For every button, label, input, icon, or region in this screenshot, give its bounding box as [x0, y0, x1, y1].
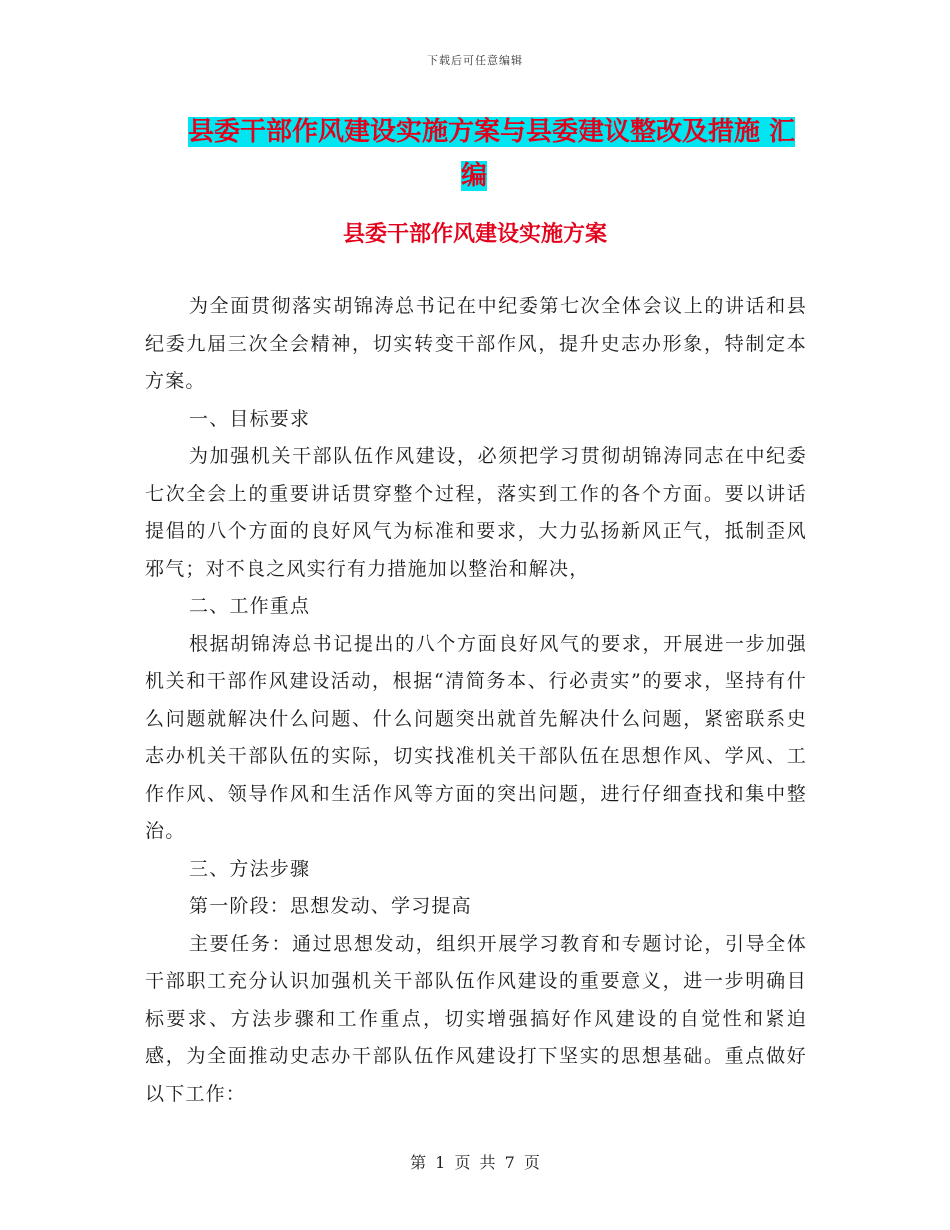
- intro-paragraph: 为全面贯彻落实胡锦涛总书记在中纪委第七次全体会议上的讲话和县纪委九届三次全会精神，切实转变干部作风，提升史志办形象，特制定本方案。: [145, 295, 807, 392]
- document-body: [145, 288, 807, 1113]
- document-title-line-2: 编: [461, 161, 488, 191]
- stage-one-paragraph: 主要任务：通过思想发动，组织开展学习教育和专题讨论，引导全体干部职工充分认识加强机关干部队伍作风建设的重要意义，进一步明确目标要求、方法步骤和工作重点，切实增强搞好作风建设的自觉性和紧迫感，为全面推动史志办干部队伍作风建设打下坚实的思想基础。重点做好以下工作：: [145, 932, 807, 1105]
- section-title: 县委干部作风建设实施方案: [342, 222, 607, 247]
- page-header-note: 下载后可任意编辑: [427, 54, 523, 67]
- stage-one-heading: 第一阶段：思想发动、学习提高: [189, 895, 472, 917]
- document-title-line-1: 县委干部作风建设实施方案与县委建议整改及措施 汇: [188, 117, 796, 147]
- heading-goals: 一、目标要求: [189, 407, 311, 430]
- goals-paragraph: 为加强机关干部队伍作风建设，必须把学习贯彻胡锦涛同志在中纪委七次全会上的重要讲话贯穿整个过程，落实到工作的各个方面。要以讲话提倡的八个方面的良好风气为标准和要求，大力弘扬新风正气，抵制歪风邪气；对不良之风实行有力措施加以整治和解决，: [145, 445, 807, 580]
- heading-steps: 三、方法步骤: [189, 857, 311, 880]
- document-title: [188, 110, 813, 198]
- page-number-footer: 第 1 页 共 7 页: [410, 1153, 540, 1172]
- focus-paragraph: 根据胡锦涛总书记提出的八个方面良好风气的要求，开展进一步加强机关和干部作风建设活动，根据“清简务本、行必责实”的要求，坚持有什么问题就解决什么问题、什么问题突出就首先解决什么问题，紧密联系史志办机关干部队伍的实际，切实找准机关干部队伍在思想作风、学风、工作作风、领导作风和生活作风等方面的突出问题，进行仔细查找和集中整治。: [145, 632, 807, 842]
- heading-focus: 二、工作重点: [189, 595, 311, 617]
